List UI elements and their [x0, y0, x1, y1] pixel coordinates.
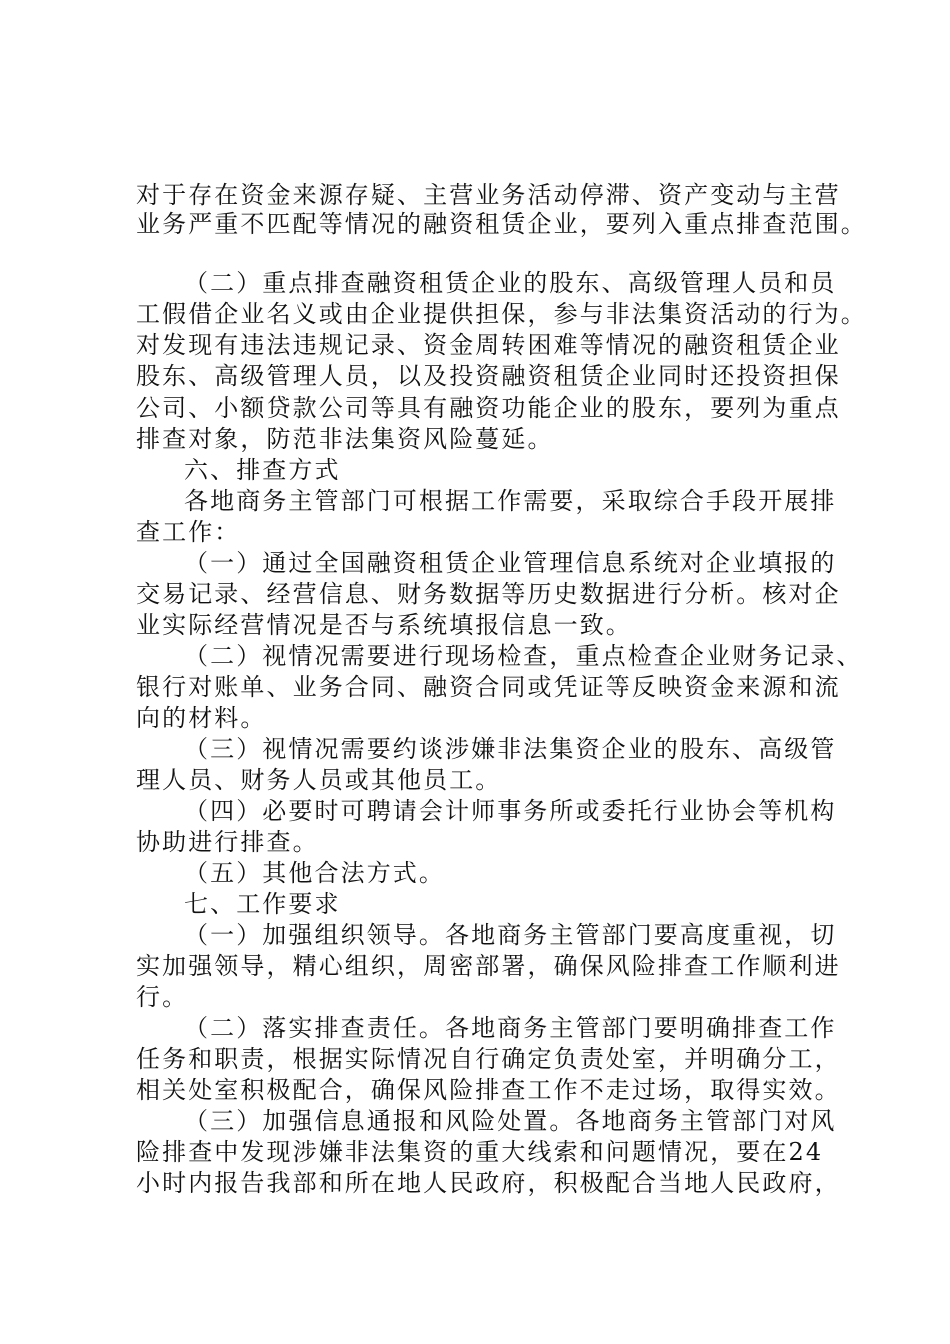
text-line: 业务严重不匹配等情况的融资租赁企业，要列入重点排查范围。 — [136, 210, 867, 238]
paragraph-start: 各地商务主管部门可根据工作需要，采取综合手段开展排 — [184, 487, 837, 515]
text-line: 查工作： — [136, 518, 241, 546]
text-line: 公司、小额贷款公司等具有融资功能企业的股东，要列为重点 — [136, 394, 841, 422]
text-line: 股东、高级管理人员，以及投资融资租赁企业同时还投资担保 — [136, 362, 841, 390]
text-line: 理人员、财务人员或其他员工。 — [136, 766, 502, 794]
text-line: 实加强领导，精心组织，周密部署，确保风险排查工作顺利进 — [136, 952, 841, 980]
section-heading: 六、排查方式 — [184, 456, 341, 484]
paragraph-start: （二）视情况需要进行现场检查，重点检查企业财务记录、 — [184, 642, 863, 670]
section-heading: 七、工作要求 — [184, 890, 341, 918]
text-line: 业实际经营情况是否与系统填报信息一致。 — [136, 611, 632, 639]
text-line: 交易记录、经营信息、财务数据等历史数据进行分析。核对企 — [136, 580, 841, 608]
text-line: 向的材料。 — [136, 704, 267, 732]
text-line: 相关处室积极配合，确保风险排查工作不走过场，取得实效。 — [136, 1076, 841, 1104]
paragraph-start: （一）通过全国融资租赁企业管理信息系统对企业填报的 — [184, 549, 837, 577]
text-line: 任务和职责，根据实际情况自行确定负责处室，并明确分工， — [136, 1045, 841, 1073]
paragraph-start: （二）重点排查融资租赁企业的股东、高级管理人员和员 — [184, 269, 837, 297]
text-line: 对于存在资金来源存疑、主营业务活动停滞、资产变动与主营 — [136, 181, 841, 209]
text-line: 对发现有违法违规记录、资金周转困难等情况的融资租赁企业 — [136, 331, 841, 359]
paragraph-start: （五）其他合法方式。 — [184, 859, 445, 887]
text-line: 协助进行排查。 — [136, 828, 319, 856]
paragraph-start: （三）加强信息通报和风险处置。各地商务主管部门对风 — [184, 1107, 837, 1135]
text-line: 银行对账单、业务合同、融资合同或凭证等反映资金来源和流 — [136, 673, 841, 701]
paragraph-start: （三）视情况需要约谈涉嫌非法集资企业的股东、高级管 — [184, 735, 837, 763]
text-line: 险排查中发现涉嫌非法集资的重大线索和问题情况，要在24 — [136, 1138, 824, 1166]
paragraph-start: （二）落实排查责任。各地商务主管部门要明确排查工作 — [184, 1014, 837, 1042]
text-line: 排查对象，防范非法集资风险蔓延。 — [136, 425, 554, 453]
text-line: 行。 — [136, 983, 189, 1011]
text-line: 工假借企业名义或由企业提供担保，参与非法集资活动的行为。 — [136, 300, 867, 328]
paragraph-start: （一）加强组织领导。各地商务主管部门要高度重视，切 — [184, 921, 837, 949]
paragraph-start: （四）必要时可聘请会计师事务所或委托行业协会等机构 — [184, 797, 837, 825]
text-line: 小时内报告我部和所在地人民政府，积极配合当地人民政府， — [136, 1169, 841, 1197]
